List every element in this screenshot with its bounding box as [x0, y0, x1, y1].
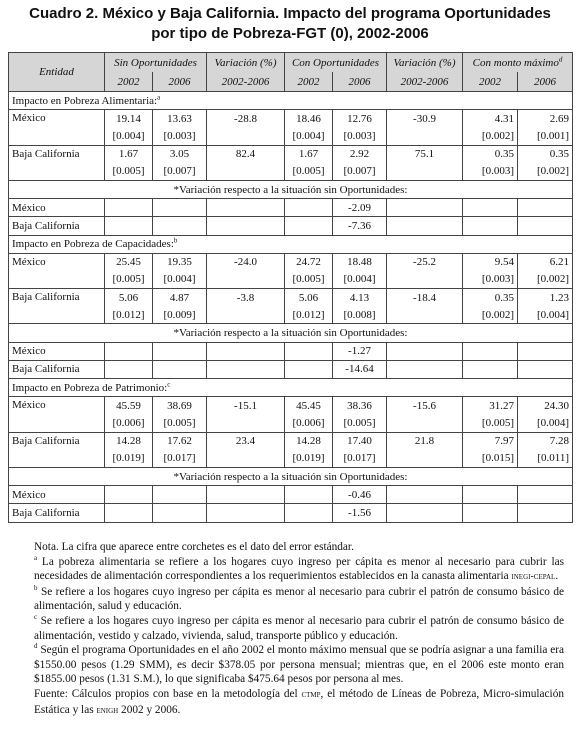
error-cell: [0.005]: [285, 271, 333, 289]
variation-value: -1.56: [333, 504, 387, 522]
empty-cell: [153, 504, 207, 522]
value-cell: 75.1: [387, 145, 463, 163]
variation-row: [9, 342, 573, 360]
error-cell: [0.002]: [518, 163, 573, 181]
error-cell: [207, 450, 285, 468]
value-cell: 2.92: [333, 145, 387, 163]
header-variacion-2: Variación (%): [387, 53, 463, 73]
empty-cell: [207, 486, 285, 504]
error-cell: [0.003]: [153, 127, 207, 145]
error-cell: [387, 414, 463, 432]
value-cell: 38.69: [153, 397, 207, 415]
empty-cell: [518, 486, 573, 504]
empty-cell: [518, 360, 573, 378]
empty-cell: [207, 342, 285, 360]
variation-row: [9, 360, 573, 378]
empty-cell: [105, 360, 153, 378]
error-cell: [0.004]: [105, 127, 153, 145]
variation-header-row: [9, 324, 573, 342]
value-cell: 1.67: [285, 145, 333, 163]
empty-cell: [285, 504, 333, 522]
error-cell: [207, 127, 285, 145]
header-row: [9, 53, 573, 73]
entity-cell: Baja California: [9, 504, 105, 522]
note-b: $^b$ Se refiere a los hogares cuyo ingreso per cápita es menor al necesario para cubrir el patrón de consumo básico de alimentación, salud y educación.: [34, 584, 564, 613]
value-cell: -25.2: [387, 253, 463, 271]
empty-cell: [285, 486, 333, 504]
value-cell: 45.45: [285, 397, 333, 415]
empty-cell: [207, 199, 285, 217]
header-year: 2006: [153, 72, 207, 92]
value-cell: 7.97: [463, 432, 518, 450]
value-cell: 14.28: [105, 432, 153, 450]
empty-cell: [518, 342, 573, 360]
error-cell: [0.019]: [285, 450, 333, 468]
variation-value: -14.64: [333, 360, 387, 378]
value-cell: -3.8: [207, 289, 285, 307]
note-c: $^c$ Se refiere a los hogares cuyo ingreso per cápita es menor al necesario para cubrir el patrón de consumo básico de alimentación, vestido y calzado, vivienda, salud, transporte público y educación.: [34, 613, 564, 642]
error-cell: [387, 163, 463, 181]
title-line-2: por tipo de Pobreza-FGT (0), 2002-2006: [151, 25, 429, 42]
error-cell: [0.012]: [285, 306, 333, 324]
error-cell: [207, 163, 285, 181]
empty-cell: [387, 360, 463, 378]
value-cell: 31.27: [463, 397, 518, 415]
error-cell: [0.012]: [105, 306, 153, 324]
empty-cell: [387, 342, 463, 360]
value-cell: 5.06: [105, 289, 153, 307]
empty-cell: [285, 360, 333, 378]
variation-label: *Variación respecto a la situación sin Oportunidades:: [9, 180, 573, 198]
empty-cell: [518, 217, 573, 235]
entity-cell: Baja California: [9, 360, 105, 378]
empty-cell: [105, 199, 153, 217]
title-line-1: Cuadro 2. México y Baja California. Impacto del programa Oportunidades: [29, 5, 551, 22]
value-cell: 24.72: [285, 253, 333, 271]
entity-cell: Baja California: [9, 145, 105, 180]
empty-cell: [153, 217, 207, 235]
empty-cell: [463, 342, 518, 360]
empty-cell: [387, 486, 463, 504]
table-row: [9, 432, 573, 450]
error-cell: [207, 271, 285, 289]
variation-row: [9, 504, 573, 522]
variation-row: [9, 486, 573, 504]
error-cell: [207, 306, 285, 324]
table-row: [9, 145, 573, 163]
note-d: $^d$ Según el programa Oportunidades en el año 2002 el monto máximo mensual que se podría asignar a una familia era $1550.00 pesos (1.29 SMM), es decir $378.05 por persona mensual; mientras que, en el 2006 este monto eran $1855.00 pesos (1.31 S.M.), lo que significaba $475.64 pesos por persona al mes.: [34, 642, 564, 686]
error-cell: [0.011]: [518, 450, 573, 468]
empty-cell: [285, 217, 333, 235]
error-cell: [0.007]: [333, 163, 387, 181]
header-year: 2002: [285, 72, 333, 92]
empty-cell: [518, 504, 573, 522]
empty-cell: [463, 199, 518, 217]
section-title: Impacto en Pobreza Alimentaria:$^a$: [9, 92, 573, 110]
value-cell: 4.87: [153, 289, 207, 307]
section-header-row: [9, 379, 573, 397]
empty-cell: [387, 217, 463, 235]
error-cell: [387, 306, 463, 324]
error-cell: [387, 271, 463, 289]
header-variacion-1: Variación (%): [207, 53, 285, 73]
section-header-row: [9, 235, 573, 253]
note-fuente: Fuente: Cálculos propios con base en la metodología del ctmp, el método de Líneas de Pobreza, Micro-simulación Estática y las enigh 2002 y 2006.: [34, 687, 564, 716]
error-cell: [0.017]: [333, 450, 387, 468]
error-cell: [0.002]: [463, 127, 518, 145]
variation-label: *Variación respecto a la situación sin Oportunidades:: [9, 324, 573, 342]
empty-cell: [153, 342, 207, 360]
error-cell: [0.008]: [333, 306, 387, 324]
variation-label: *Variación respecto a la situación sin Oportunidades:: [9, 467, 573, 485]
entity-cell: México: [9, 397, 105, 432]
error-cell: [0.006]: [105, 414, 153, 432]
empty-cell: [518, 199, 573, 217]
entity-cell: Baja California: [9, 432, 105, 467]
empty-cell: [285, 342, 333, 360]
error-cell: [0.003]: [463, 271, 518, 289]
empty-cell: [463, 504, 518, 522]
empty-cell: [153, 199, 207, 217]
error-cell: [0.001]: [518, 127, 573, 145]
value-cell: 1.23: [518, 289, 573, 307]
error-cell: [0.019]: [105, 450, 153, 468]
section-header-row: [9, 92, 573, 110]
header-year: 2006: [518, 72, 573, 92]
empty-cell: [285, 199, 333, 217]
error-cell: [387, 127, 463, 145]
value-cell: 45.59: [105, 397, 153, 415]
value-cell: 24.30: [518, 397, 573, 415]
error-cell: [0.017]: [153, 450, 207, 468]
entity-cell: México: [9, 342, 105, 360]
entity-cell: Baja California: [9, 289, 105, 324]
value-cell: 13.63: [153, 110, 207, 128]
variation-row: [9, 217, 573, 235]
value-cell: -24.0: [207, 253, 285, 271]
value-cell: 17.62: [153, 432, 207, 450]
variation-value: -0.46: [333, 486, 387, 504]
error-cell: [0.005]: [285, 163, 333, 181]
value-cell: 25.45: [105, 253, 153, 271]
error-cell: [0.005]: [105, 163, 153, 181]
empty-cell: [207, 217, 285, 235]
value-cell: -30.9: [387, 110, 463, 128]
entity-cell: Baja California: [9, 217, 105, 235]
error-cell: [0.003]: [333, 127, 387, 145]
empty-cell: [463, 360, 518, 378]
error-cell: [0.004]: [333, 271, 387, 289]
value-cell: 0.35: [463, 145, 518, 163]
value-cell: 18.48: [333, 253, 387, 271]
value-cell: -15.1: [207, 397, 285, 415]
header-sin-oportunidades: Sin Oportunidades: [105, 53, 207, 73]
header-year: 2006: [333, 72, 387, 92]
error-cell: [0.004]: [518, 414, 573, 432]
empty-cell: [387, 504, 463, 522]
variation-value: -2.09: [333, 199, 387, 217]
error-cell: [0.005]: [463, 414, 518, 432]
variation-value: -7.36: [333, 217, 387, 235]
empty-cell: [105, 486, 153, 504]
empty-cell: [463, 217, 518, 235]
empty-cell: [387, 199, 463, 217]
header-year: 2002: [463, 72, 518, 92]
value-cell: 19.14: [105, 110, 153, 128]
error-cell: [207, 414, 285, 432]
value-cell: 21.8: [387, 432, 463, 450]
table-row: [9, 253, 573, 271]
empty-cell: [207, 504, 285, 522]
value-cell: 4.31: [463, 110, 518, 128]
value-cell: 17.40: [333, 432, 387, 450]
variation-value: -1.27: [333, 342, 387, 360]
data-table: [8, 52, 573, 523]
value-cell: 23.4: [207, 432, 285, 450]
table-title: [0, 4, 580, 44]
value-cell: 18.46: [285, 110, 333, 128]
value-cell: -18.4: [387, 289, 463, 307]
value-cell: 38.36: [333, 397, 387, 415]
header-monto-maximo: Con monto máximo$^d$: [463, 53, 573, 73]
section-title: Impacto en Pobreza de Patrimonio:$^c$: [9, 379, 573, 397]
error-cell: [0.015]: [463, 450, 518, 468]
value-cell: 12.76: [333, 110, 387, 128]
value-cell: 0.35: [518, 145, 573, 163]
value-cell: 7.28: [518, 432, 573, 450]
entity-cell: México: [9, 199, 105, 217]
entity-cell: México: [9, 253, 105, 288]
variation-header-row: [9, 467, 573, 485]
notes: [34, 540, 564, 718]
error-cell: [387, 450, 463, 468]
header-year: 2002: [105, 72, 153, 92]
empty-cell: [463, 486, 518, 504]
value-cell: 14.28: [285, 432, 333, 450]
error-cell: [0.003]: [463, 163, 518, 181]
value-cell: -28.8: [207, 110, 285, 128]
value-cell: 82.4: [207, 145, 285, 163]
empty-cell: [105, 217, 153, 235]
entity-cell: México: [9, 486, 105, 504]
empty-cell: [105, 504, 153, 522]
table-row: [9, 110, 573, 128]
value-cell: 4.13: [333, 289, 387, 307]
table-row: [9, 397, 573, 415]
header-con-oportunidades: Con Oportunidades: [285, 53, 387, 73]
header-range: 2002-2006: [387, 72, 463, 92]
error-cell: [0.002]: [463, 306, 518, 324]
error-cell: [0.005]: [153, 414, 207, 432]
empty-cell: [207, 360, 285, 378]
table-row: [9, 289, 573, 307]
empty-cell: [105, 342, 153, 360]
value-cell: 1.67: [105, 145, 153, 163]
note-a: $^a$ La pobreza alimentaria se refiere a los hogares cuyo ingreso per cápita es menor al necesario para cubrir las necesidades de alimentación correspondientes a los requerimientos establecidos en la canasta alimentaria inegi-cepal.: [34, 553, 564, 583]
value-cell: 0.35: [463, 289, 518, 307]
error-cell: [0.004]: [518, 306, 573, 324]
value-cell: 3.05: [153, 145, 207, 163]
value-cell: 5.06: [285, 289, 333, 307]
value-cell: 19.35: [153, 253, 207, 271]
value-cell: 2.69: [518, 110, 573, 128]
empty-cell: [153, 486, 207, 504]
header-range: 2002-2006: [207, 72, 285, 92]
error-cell: [0.009]: [153, 306, 207, 324]
empty-cell: [153, 360, 207, 378]
section-title: Impacto en Pobreza de Capacidades:$^b$: [9, 235, 573, 253]
error-cell: [0.006]: [285, 414, 333, 432]
variation-row: [9, 199, 573, 217]
error-cell: [0.004]: [285, 127, 333, 145]
error-cell: [0.005]: [105, 271, 153, 289]
error-cell: [0.005]: [333, 414, 387, 432]
error-cell: [0.007]: [153, 163, 207, 181]
error-cell: [0.002]: [518, 271, 573, 289]
header-entidad: Entidad: [9, 53, 105, 92]
error-cell: [0.004]: [153, 271, 207, 289]
value-cell: 6.21: [518, 253, 573, 271]
variation-header-row: [9, 180, 573, 198]
value-cell: 9.54: [463, 253, 518, 271]
note-nota: Nota. La cifra que aparece entre corchetes es el dato del error estándar.: [34, 541, 354, 553]
value-cell: -15.6: [387, 397, 463, 415]
entity-cell: México: [9, 110, 105, 145]
